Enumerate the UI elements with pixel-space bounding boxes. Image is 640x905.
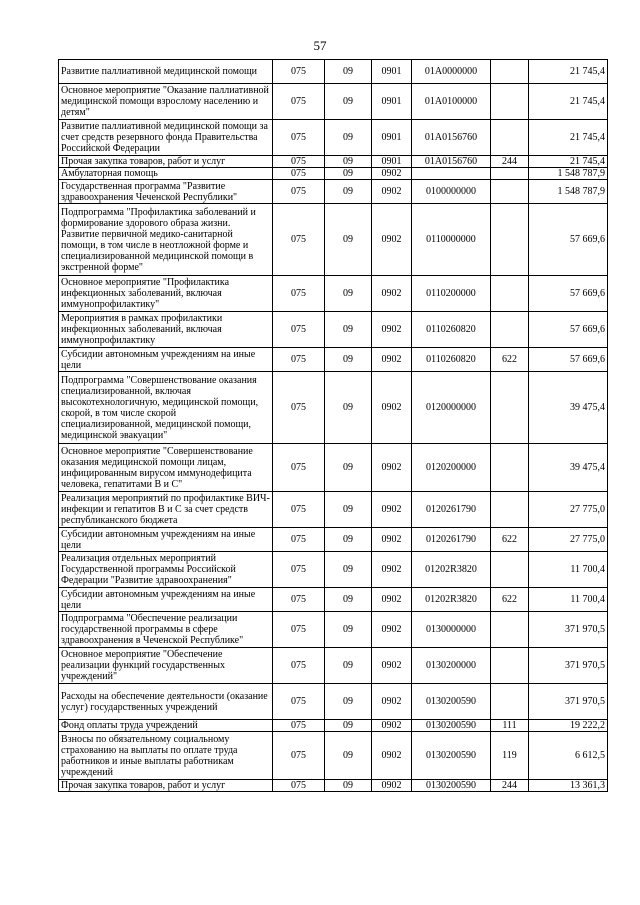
section-code: 09	[325, 84, 372, 120]
row-name: Основное мероприятие "Оказание паллиативной медицинской помощи взрослому населению и детям"	[59, 84, 273, 120]
ministry-code: 075	[273, 648, 325, 684]
table-row	[59, 84, 608, 120]
table-row	[59, 780, 608, 792]
expense-type	[491, 312, 529, 348]
section-code: 09	[325, 732, 372, 780]
row-name: Реализация мероприятий по профилактике ВИЧ-инфекции и гепатитов В и С за счет средств республиканского бюджета	[59, 492, 273, 528]
target-article: 0110000000	[412, 204, 491, 276]
row-name: Подпрограмма "Совершенствование оказания специализированной, включая высокотехнологичную, медицинской помощи, скорой, в том числе скорой специализированной, медицинской помощи, медицинской эвакуации"	[59, 372, 273, 444]
ministry-code: 075	[273, 180, 325, 204]
section-code: 09	[325, 180, 372, 204]
subsection-code: 0902	[372, 612, 412, 648]
expense-type: 622	[491, 588, 529, 612]
table-row	[59, 60, 608, 84]
expense-type: 111	[491, 720, 529, 732]
target-article: 0120000000	[412, 372, 491, 444]
table-row	[59, 372, 608, 444]
row-name: Основное мероприятие "Обеспечение реализации функций государственных учреждений"	[59, 648, 273, 684]
subsection-code: 0902	[372, 492, 412, 528]
section-code: 09	[325, 120, 372, 156]
subsection-code: 0901	[372, 156, 412, 168]
ministry-code: 075	[273, 312, 325, 348]
subsection-code: 0902	[372, 780, 412, 792]
table-row	[59, 204, 608, 276]
expense-type: 244	[491, 156, 529, 168]
target-article: 01А0156760	[412, 120, 491, 156]
amount: 21 745,4	[529, 120, 608, 156]
amount: 57 669,6	[529, 312, 608, 348]
amount: 39 475,4	[529, 372, 608, 444]
table-row	[59, 720, 608, 732]
page-number: 57	[313, 38, 327, 53]
table-row	[59, 348, 608, 372]
section-code: 09	[325, 312, 372, 348]
expense-type	[491, 276, 529, 312]
expense-type	[491, 648, 529, 684]
table-row	[59, 168, 608, 180]
target-article: 0110260820	[412, 348, 491, 372]
target-article: 0110260820	[412, 312, 491, 348]
row-name: Государственная программа "Развитие здравоохранения Чеченской Республики"	[59, 180, 273, 204]
expense-type	[491, 612, 529, 648]
subsection-code: 0902	[372, 276, 412, 312]
expense-type	[491, 204, 529, 276]
subsection-code: 0902	[372, 648, 412, 684]
expense-type	[491, 492, 529, 528]
row-name: Амбулаторная помощь	[59, 168, 273, 180]
expense-type: 119	[491, 732, 529, 780]
expense-type: 622	[491, 348, 529, 372]
ministry-code: 075	[273, 60, 325, 84]
subsection-code: 0901	[372, 84, 412, 120]
section-code: 09	[325, 168, 372, 180]
subsection-code: 0902	[372, 684, 412, 720]
target-article: 0120261790	[412, 492, 491, 528]
expense-type	[491, 168, 529, 180]
row-name: Прочая закупка товаров, работ и услуг	[59, 156, 273, 168]
amount: 1 548 787,9	[529, 180, 608, 204]
subsection-code: 0901	[372, 120, 412, 156]
row-name: Основное мероприятие "Совершенствование оказания медицинской помощи лицам, инфицированным вирусом иммунодефицита человека, гепатитами В и С"	[59, 444, 273, 492]
expense-type	[491, 84, 529, 120]
section-code: 09	[325, 372, 372, 444]
row-name: Подпрограмма "Профилактика заболеваний и формирование здорового образа жизни. Развитие первичной медико-санитарной помощи, в том числе в неотложной форме и специализированной медицинской помощи в экстренной форме"	[59, 204, 273, 276]
subsection-code: 0902	[372, 552, 412, 588]
amount: 371 970,5	[529, 648, 608, 684]
amount: 371 970,5	[529, 684, 608, 720]
table-row	[59, 492, 608, 528]
section-code: 09	[325, 552, 372, 588]
amount: 21 745,4	[529, 60, 608, 84]
ministry-code: 075	[273, 168, 325, 180]
row-name: Основное мероприятие "Профилактика инфекционных заболеваний, включая иммунопрофилактику"	[59, 276, 273, 312]
table-row	[59, 120, 608, 156]
amount: 1 548 787,9	[529, 168, 608, 180]
amount: 21 745,4	[529, 84, 608, 120]
amount: 21 745,4	[529, 156, 608, 168]
ministry-code: 075	[273, 348, 325, 372]
section-code: 09	[325, 60, 372, 84]
section-code: 09	[325, 648, 372, 684]
ministry-code: 075	[273, 528, 325, 552]
amount: 11 700,4	[529, 588, 608, 612]
table-row	[59, 684, 608, 720]
ministry-code: 075	[273, 444, 325, 492]
table-row	[59, 156, 608, 168]
ministry-code: 075	[273, 684, 325, 720]
table-row	[59, 528, 608, 552]
subsection-code: 0902	[372, 444, 412, 492]
row-name: Взносы по обязательному социальному страхованию на выплаты по оплате труда работников и иные выплаты работникам учреждений	[59, 732, 273, 780]
subsection-code: 0902	[372, 588, 412, 612]
section-code: 09	[325, 612, 372, 648]
row-name: Подпрограмма "Обеспечение реализации государственной программы в сфере здравоохранения в Чеченской Республике"	[59, 612, 273, 648]
expense-type	[491, 180, 529, 204]
row-name: Реализация отдельных мероприятий Государственной программы Российской Федерации "Развитие здравоохранения"	[59, 552, 273, 588]
target-article: 01А0156760	[412, 156, 491, 168]
subsection-code: 0902	[372, 312, 412, 348]
table-row	[59, 648, 608, 684]
table-row	[59, 552, 608, 588]
target-article: 0130000000	[412, 612, 491, 648]
target-article: 01А0000000	[412, 60, 491, 84]
amount: 27 775,0	[529, 492, 608, 528]
expense-type: 622	[491, 528, 529, 552]
target-article: 0130200000	[412, 648, 491, 684]
table-row	[59, 276, 608, 312]
target-article: 0100000000	[412, 180, 491, 204]
section-code: 09	[325, 276, 372, 312]
amount: 39 475,4	[529, 444, 608, 492]
expense-type	[491, 60, 529, 84]
row-name: Развитие паллиативной медицинской помощи	[59, 60, 273, 84]
ministry-code: 075	[273, 204, 325, 276]
target-article: 0130200590	[412, 780, 491, 792]
section-code: 09	[325, 204, 372, 276]
table-row	[59, 180, 608, 204]
amount: 57 669,6	[529, 204, 608, 276]
ministry-code: 075	[273, 612, 325, 648]
section-code: 09	[325, 588, 372, 612]
target-article: 0130200590	[412, 720, 491, 732]
row-name: Субсидии автономным учреждениям на иные цели	[59, 528, 273, 552]
expense-type	[491, 684, 529, 720]
table-row	[59, 312, 608, 348]
subsection-code: 0902	[372, 168, 412, 180]
ministry-code: 075	[273, 588, 325, 612]
section-code: 09	[325, 348, 372, 372]
ministry-code: 075	[273, 720, 325, 732]
amount: 57 669,6	[529, 348, 608, 372]
expense-type	[491, 120, 529, 156]
target-article: 01А0100000	[412, 84, 491, 120]
target-article: 0110200000	[412, 276, 491, 312]
target-article	[412, 168, 491, 180]
table-row	[59, 732, 608, 780]
row-name: Развитие паллиативной медицинской помощи за счет средств резервного фонда Правительства Российской Федерации	[59, 120, 273, 156]
row-name: Расходы на обеспечение деятельности (оказание услуг) государственных учреждений	[59, 684, 273, 720]
expense-type	[491, 372, 529, 444]
amount: 11 700,4	[529, 552, 608, 588]
amount: 27 775,0	[529, 528, 608, 552]
table-row	[59, 444, 608, 492]
ministry-code: 075	[273, 732, 325, 780]
amount: 371 970,5	[529, 612, 608, 648]
amount: 6 612,5	[529, 732, 608, 780]
target-article: 0130200590	[412, 732, 491, 780]
ministry-code: 075	[273, 120, 325, 156]
subsection-code: 0901	[372, 60, 412, 84]
section-code: 09	[325, 684, 372, 720]
row-name: Субсидии автономным учреждениям на иные цели	[59, 348, 273, 372]
ministry-code: 075	[273, 84, 325, 120]
subsection-code: 0902	[372, 204, 412, 276]
target-article: 0130200590	[412, 684, 491, 720]
section-code: 09	[325, 780, 372, 792]
amount: 19 222,2	[529, 720, 608, 732]
expense-type: 244	[491, 780, 529, 792]
section-code: 09	[325, 444, 372, 492]
expense-type	[491, 552, 529, 588]
row-name: Субсидии автономным учреждениям на иные цели	[59, 588, 273, 612]
budget-table	[58, 59, 608, 792]
subsection-code: 0902	[372, 348, 412, 372]
target-article: 0120261790	[412, 528, 491, 552]
subsection-code: 0902	[372, 180, 412, 204]
amount: 13 361,3	[529, 780, 608, 792]
row-name: Прочая закупка товаров, работ и услуг	[59, 780, 273, 792]
section-code: 09	[325, 528, 372, 552]
subsection-code: 0902	[372, 732, 412, 780]
target-article: 01202R3820	[412, 588, 491, 612]
section-code: 09	[325, 720, 372, 732]
subsection-code: 0902	[372, 528, 412, 552]
row-name: Мероприятия в рамках профилактики инфекционных заболеваний, включая иммунопрофилактику	[59, 312, 273, 348]
ministry-code: 075	[273, 276, 325, 312]
ministry-code: 075	[273, 372, 325, 444]
section-code: 09	[325, 492, 372, 528]
subsection-code: 0902	[372, 372, 412, 444]
target-article: 0120200000	[412, 444, 491, 492]
ministry-code: 075	[273, 780, 325, 792]
row-name: Фонд оплаты труда учреждений	[59, 720, 273, 732]
target-article: 01202R3820	[412, 552, 491, 588]
subsection-code: 0902	[372, 720, 412, 732]
ministry-code: 075	[273, 552, 325, 588]
amount: 57 669,6	[529, 276, 608, 312]
ministry-code: 075	[273, 492, 325, 528]
table-row	[59, 588, 608, 612]
expense-type	[491, 444, 529, 492]
table-row	[59, 612, 608, 648]
section-code: 09	[325, 156, 372, 168]
ministry-code: 075	[273, 156, 325, 168]
